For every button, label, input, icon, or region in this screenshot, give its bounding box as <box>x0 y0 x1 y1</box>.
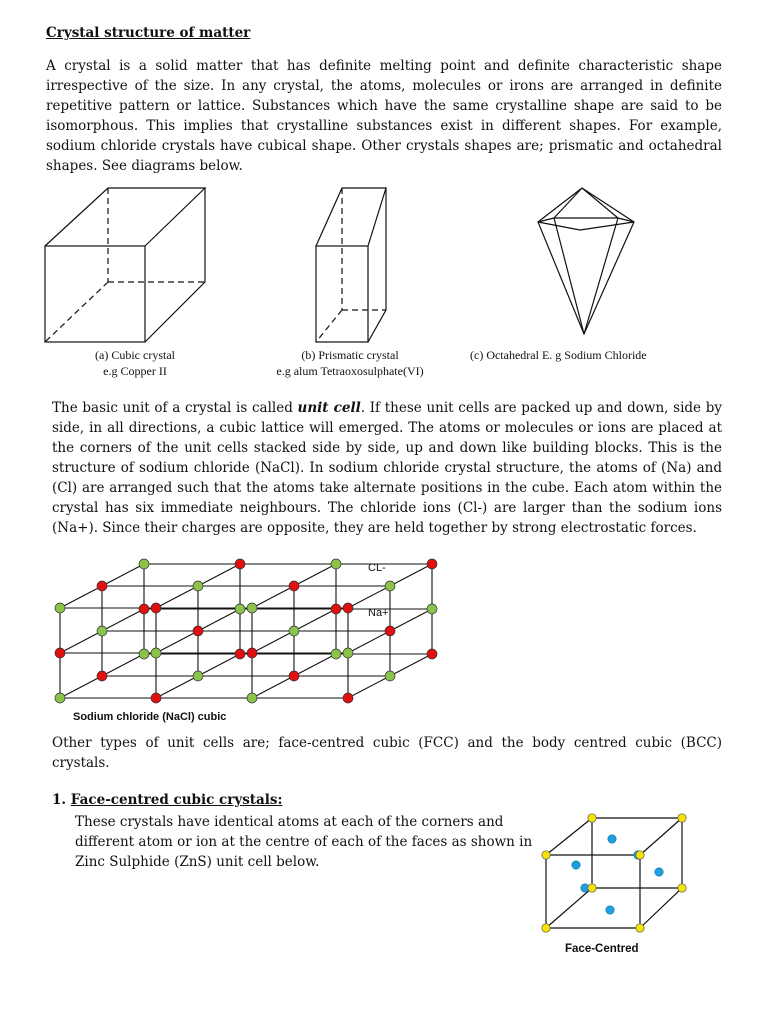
lattice-line <box>60 676 102 698</box>
fcc-title-text: Face-centred cubic crystals: <box>70 792 283 808</box>
lattice-line <box>390 609 432 631</box>
corner-atom <box>588 814 596 822</box>
na-ion <box>235 559 245 569</box>
face-atom <box>572 861 580 869</box>
corner-atom <box>542 924 550 932</box>
cubic-crystal-diagram <box>40 182 240 342</box>
lattice-line <box>60 586 102 608</box>
cl-label: CL- <box>368 562 386 574</box>
prismatic-crystal-diagram <box>312 182 392 342</box>
lattice-line <box>102 654 144 676</box>
cubic-caption-line2: e.g Copper II <box>103 364 167 378</box>
lattice-line <box>156 631 198 653</box>
na-label: Na+ <box>368 607 389 619</box>
na-ion <box>97 581 107 591</box>
cell-edge <box>546 818 592 855</box>
corner-atom <box>588 884 596 892</box>
lattice-line <box>348 586 390 608</box>
lattice-line <box>390 564 432 586</box>
cl-ion <box>193 671 203 681</box>
lattice-line <box>390 654 432 676</box>
cl-ion <box>385 581 395 591</box>
lattice-line <box>102 564 144 586</box>
cl-ion <box>289 626 299 636</box>
cl-ion <box>343 648 353 658</box>
cl-ion <box>193 581 203 591</box>
cl-ion <box>331 559 341 569</box>
fcc-section-title <box>52 792 283 808</box>
lattice-line <box>102 609 144 631</box>
cl-ion <box>139 559 149 569</box>
nacl-lattice-lines <box>60 564 432 698</box>
lattice-line <box>348 676 390 698</box>
na-ion <box>331 604 341 614</box>
fcc-number: 1. <box>52 792 67 808</box>
na-ion <box>193 626 203 636</box>
cl-ion <box>247 693 257 703</box>
unit-cell-term: unit cell <box>297 400 361 416</box>
octahedral-caption: (c) Octahedral E. g Sodium Chloride <box>470 348 647 362</box>
cl-ion <box>385 671 395 681</box>
na-ion <box>247 648 257 658</box>
na-ion <box>289 581 299 591</box>
fcc-caption: Face-Centred <box>565 943 639 955</box>
lattice-line <box>156 676 198 698</box>
corner-atom <box>678 814 686 822</box>
lattice-line <box>252 586 294 608</box>
face-atom <box>655 868 663 876</box>
lattice-line <box>252 631 294 653</box>
lattice-line <box>294 564 336 586</box>
fcc-unit-cell-diagram <box>540 812 700 942</box>
cl-ion <box>151 648 161 658</box>
na-ion <box>289 671 299 681</box>
nacl-lattice-diagram <box>50 558 410 708</box>
cubic-caption <box>50 347 220 379</box>
na-ion <box>139 604 149 614</box>
prismatic-caption-line2: e.g alum Tetraoxosulphate(VI) <box>276 364 424 378</box>
na-ion <box>235 649 245 659</box>
other-unit-cells-paragraph: Other types of unit cells are; face-centred cubic (FCC) and the body centred cubic (BCC) crystals. <box>52 735 722 771</box>
corner-atom <box>636 851 644 859</box>
cl-ion <box>97 626 107 636</box>
na-ion <box>427 559 437 569</box>
corner-atom <box>542 851 550 859</box>
prismatic-caption <box>245 347 455 379</box>
na-ion <box>385 626 395 636</box>
prismatic-caption-line1: (b) Prismatic crystal <box>301 348 399 362</box>
na-ion <box>151 603 161 613</box>
cl-ion <box>55 693 65 703</box>
na-ion <box>97 671 107 681</box>
na-ion <box>343 693 353 703</box>
lattice-line <box>156 586 198 608</box>
lattice-line <box>348 631 390 653</box>
face-atom <box>608 835 616 843</box>
cl-ion <box>55 603 65 613</box>
lattice-line <box>294 654 336 676</box>
na-ion <box>55 648 65 658</box>
na-ion <box>343 603 353 613</box>
lattice-line <box>198 564 240 586</box>
cl-ion <box>235 604 245 614</box>
nacl-caption: Sodium chloride (NaCl) cubic <box>73 711 227 723</box>
lattice-line <box>198 654 240 676</box>
unit-cell-text-before: The basic unit of a crystal is called <box>52 400 298 416</box>
face-atom <box>606 906 614 914</box>
cl-ion <box>427 604 437 614</box>
lattice-line <box>252 676 294 698</box>
cubic-caption-line1: (a) Cubic crystal <box>95 348 175 362</box>
octahedral-crystal-diagram <box>530 182 640 342</box>
cl-ion <box>247 603 257 613</box>
cl-ion <box>139 649 149 659</box>
cell-edge <box>640 888 682 928</box>
corner-atom <box>636 924 644 932</box>
cl-ion <box>331 649 341 659</box>
na-ion <box>151 693 161 703</box>
lattice-line <box>198 609 240 631</box>
corner-atom <box>678 884 686 892</box>
fcc-description: These crystals have identical atoms at each of the corners and different atom or ion at the centre of each of the faces as shown in Zinc Sulphide (ZnS) unit cell below. <box>75 814 533 870</box>
lattice-line <box>60 631 102 653</box>
cell-edge <box>546 888 592 928</box>
unit-cell-paragraph <box>52 398 722 538</box>
unit-cell-text-after: . If these unit cells are packed up and down, side by side, in all directions, a cubic lattice will emerged. The atoms or molecules or ions are placed at the corners of the unit cells stacked side by side, up and down like building blocks. This is the structure of sodium chloride (NaCl). In sodium chloride crystal structure, the atoms of (Na) and (Cl) are arranged such that the atoms take alternate positions in the cube. Each atom within the crystal has six immediate neighbours. The chloride ions (Cl-) are larger than the sodium ions (Na+). Since their charges are opposite, they are held together by strong electrostatic forces. <box>52 400 722 536</box>
intro-paragraph: A crystal is a solid matter that has definite melting point and definite characteristic shape irrespective of the size. In any crystal, the atoms, molecules or irons are arranged in definite repetitive pattern or lattice. Substances which have the same crystalline shape are said to be isomorphous. This implies that crystalline substances exist in different shapes. For example, sodium chloride crystals have cubical shape. Other crystals shapes are; prismatic and octahedral shapes. See diagrams below. <box>46 58 722 174</box>
lattice-line <box>294 609 336 631</box>
na-ion <box>427 649 437 659</box>
page-title: Crystal structure of matter <box>46 25 251 41</box>
cell-edge <box>640 818 682 855</box>
